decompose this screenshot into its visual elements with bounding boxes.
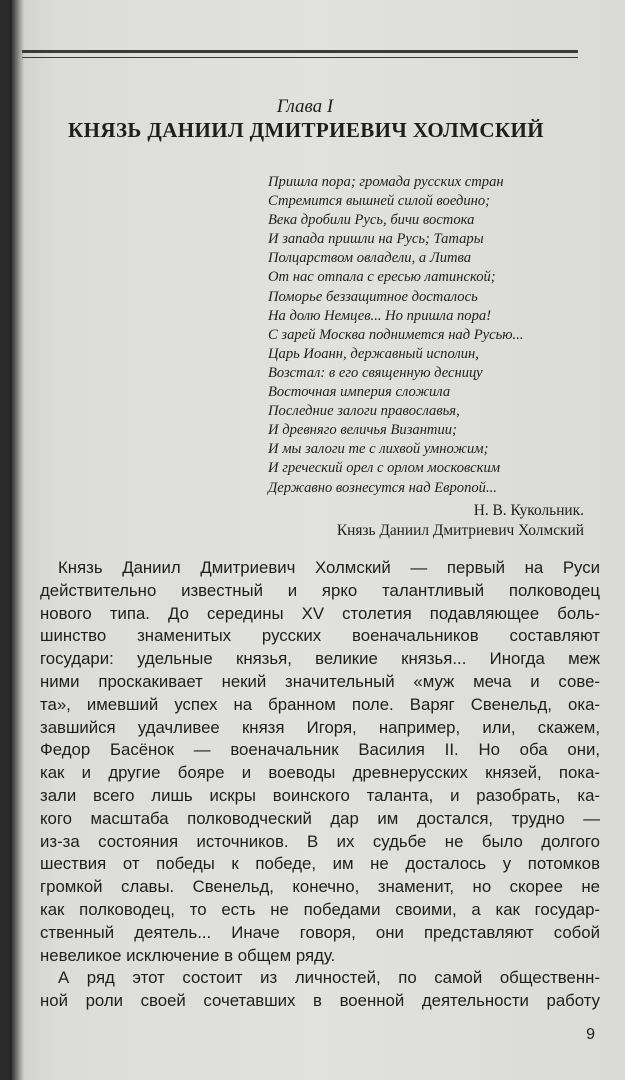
epigraph-line: Державно вознесутся над Европой... [268, 479, 497, 496]
body-line: ними проскакивает некий значительный «муж меча и сове- [40, 671, 600, 691]
epigraph-line: Стремится вышней силой воедино; [268, 193, 491, 210]
body-line: действительно известный и ярко талантливый полководец [40, 580, 600, 600]
book-page [10, 0, 625, 1080]
page-number: 9 [586, 1026, 595, 1043]
page-spine-shadow [10, 0, 24, 1080]
body-line: ной роли своей сочетавших в военной деятельности работу [40, 991, 600, 1011]
body-line: А ряд этот состоит из личностей, по самой общественн- [58, 968, 600, 988]
epigraph-line: Царь Иоанн, державный исполин, [268, 345, 479, 362]
epigraph-line: И запада пришли на Русь; Татары [268, 231, 484, 248]
epigraph-line: Поморье беззащитное досталось [268, 288, 478, 305]
epigraph-poem [268, 173, 588, 498]
epigraph-author: Н. В. Кукольник. [473, 502, 584, 519]
body-line: зали всего лишь искры воинского таланта, и разобрать, ка- [40, 785, 600, 805]
body-line: та», имевший успех на бранном поле. Варяг Свенельд, ока- [40, 694, 600, 714]
epigraph-line: Восточная империя сложила [268, 384, 451, 401]
epigraph-line: И мы залоги те с лихвой умножим; [268, 441, 489, 458]
epigraph-line: Пришла пора; громада русских стран [268, 174, 504, 190]
body-line: Князь Даниил Дмитриевич Холмский — первый на Руси [58, 558, 600, 577]
body-line: кого масштаба полководческий дар им достался, трудно — [40, 808, 600, 828]
epigraph-work-title: Князь Даниил Дмитриевич Холмский [336, 522, 584, 539]
body-line: как и другие бояре и воеводы древнерусских князей, пока- [40, 763, 600, 783]
epigraph-line: И древняго величья Византии; [268, 422, 457, 439]
body-line: невеликое исключение в общем ряду. [40, 945, 336, 965]
body-line: из-за состояния источников. В их судьбе не было долгого [40, 831, 600, 851]
body-line: нового типа. До середины XV столетия подавляющее боль- [40, 603, 600, 623]
body-line: государи: удельные князья, великие князья... Иногда меж [40, 649, 600, 669]
header-rule-thin [22, 57, 578, 58]
body-line: Федор Басёнок — военачальник Василия II. Но оба они, [40, 740, 600, 760]
epigraph-line: Последние залоги православья, [268, 403, 460, 420]
body-line: шествия от победы к победе, им не досталось у потомков [40, 854, 600, 874]
epigraph-line: С зарей Москва поднимется над Русью... [268, 326, 524, 343]
header-rule-thick [22, 50, 578, 53]
chapter-label: Глава I [276, 96, 334, 117]
body-text [40, 557, 600, 1013]
epigraph-line: От нас отпала с ересью латинской; [268, 269, 496, 286]
body-line: завшийся удачливее князя Игоря, например, или, скажем, [40, 717, 600, 737]
chapter-title: КНЯЗЬ ДАНИИЛ ДМИТРИЕВИЧ ХОЛМСКИЙ [68, 118, 544, 142]
body-line: как полководец, то есть не победами своими, а как государ- [40, 899, 600, 919]
epigraph-line: Века дробили Русь, бичи востока [268, 212, 475, 229]
epigraph-line: И греческий орел с орлом московским [268, 460, 501, 477]
epigraph-line: Полцарством овладели, а Литва [268, 250, 472, 267]
epigraph-line: Возстал: в его священную десницу [268, 364, 483, 381]
epigraph-line: На долю Немцев... Но пришла пора! [268, 307, 492, 324]
body-line: ственный деятель... Иначе говоря, они представляют собой [40, 922, 600, 942]
body-line: громкой славы. Свенельд, конечно, знаменит, но скорее не [40, 877, 600, 897]
body-line: шинство знаменитых русских военачальников составляют [40, 626, 600, 646]
